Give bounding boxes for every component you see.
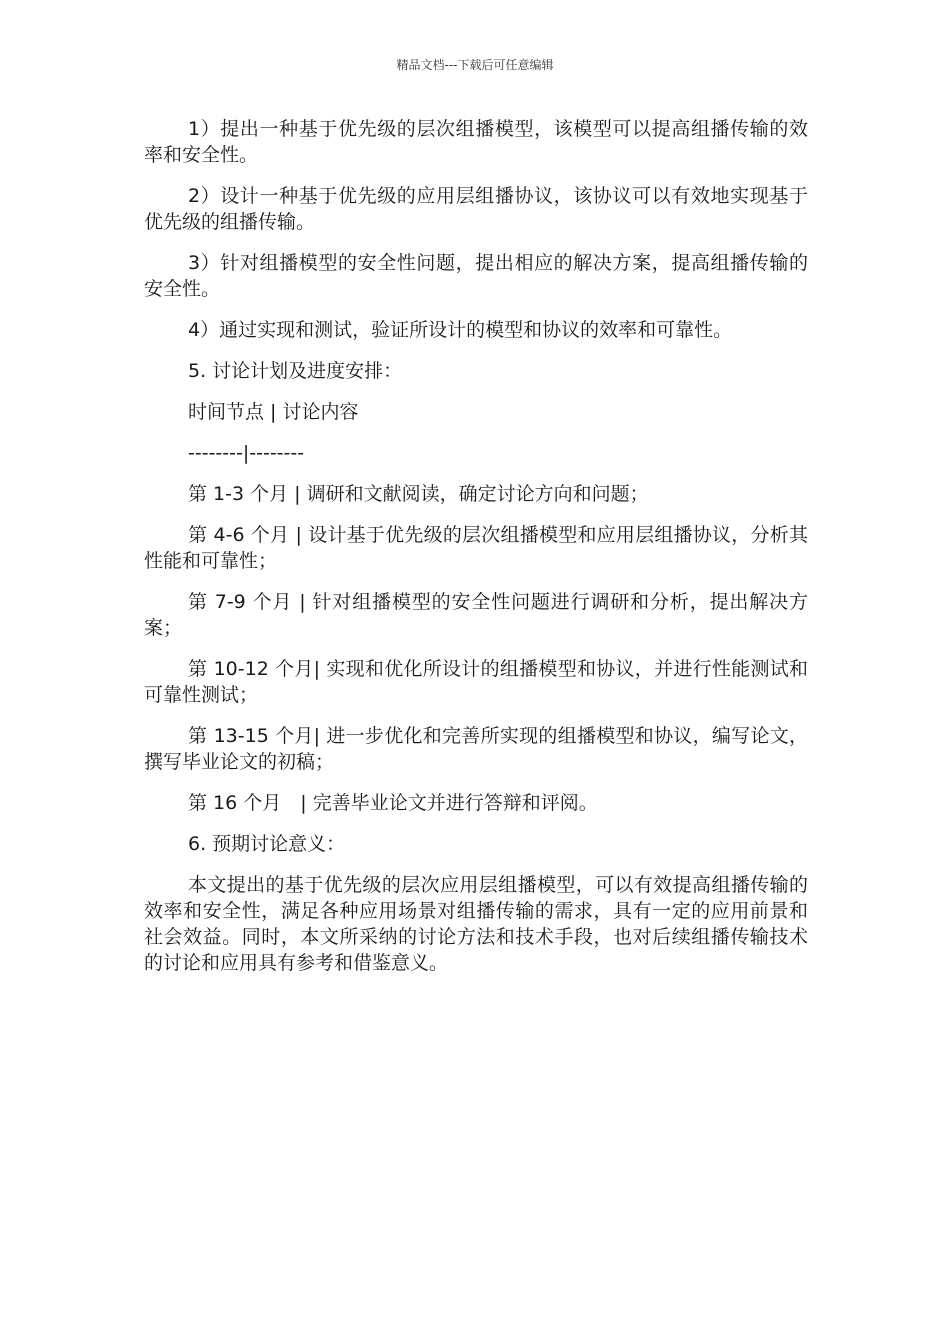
page-header: 精品文档---下载后可任意编辑 xyxy=(396,58,554,72)
schedule-row-2: 第 4-6 个月 | 设计基于优先级的层次组播模型和应用层组播协议，分析其性能和可靠性； xyxy=(144,524,808,572)
schedule-row-3: 第 7-9 个月 | 针对组播模型的安全性问题进行调研和分析，提出解决方案； xyxy=(144,591,808,639)
schedule-table-separator: --------|-------- xyxy=(188,442,305,464)
significance-paragraph: 本文提出的基于优先级的层次应用层组播模型，可以有效提高组播传输的效率和安全性，满足各种应用场景对组播传输的需求，具有一定的应用前景和社会效益。同时，本文所采纳的讨论方法和技术手段，也对后续组播传输技术的讨论和应用具有参考和借鉴意义。 xyxy=(144,874,808,974)
schedule-row-6: 第 16 个月 | 完善毕业论文并进行答辩和评阅。 xyxy=(188,792,598,814)
schedule-row-4: 第 10-12 个月| 实现和优化所设计的组播模型和协议，并进行性能测试和可靠性测试； xyxy=(144,658,808,706)
section-heading-schedule: 5. 讨论计划及进度安排： xyxy=(188,360,403,382)
schedule-table-header: 时间节点 | 讨论内容 xyxy=(188,401,359,423)
objective-3: 3）针对组播模型的安全性问题，提出相应的解决方案，提高组播传输的安全性。 xyxy=(144,252,808,300)
schedule-row-5: 第 13-15 个月| 进一步优化和完善所实现的组播模型和协议，编写论文，撰写毕业论文的初稿； xyxy=(144,725,808,773)
schedule-row-1: 第 1-3 个月 | 调研和文献阅读，确定讨论方向和问题； xyxy=(188,483,649,505)
objective-1: 1）提出一种基于优先级的层次组播模型，该模型可以提高组播传输的效率和安全性。 xyxy=(144,118,808,166)
document-body xyxy=(144,116,808,991)
section-heading-significance: 6. 预期讨论意义： xyxy=(188,833,346,855)
objective-2: 2）设计一种基于优先级的应用层组播协议，该协议可以有效地实现基于优先级的组播传输。 xyxy=(144,185,808,233)
objective-4: 4）通过实现和测试，验证所设计的模型和协议的效率和可靠性。 xyxy=(188,319,733,341)
